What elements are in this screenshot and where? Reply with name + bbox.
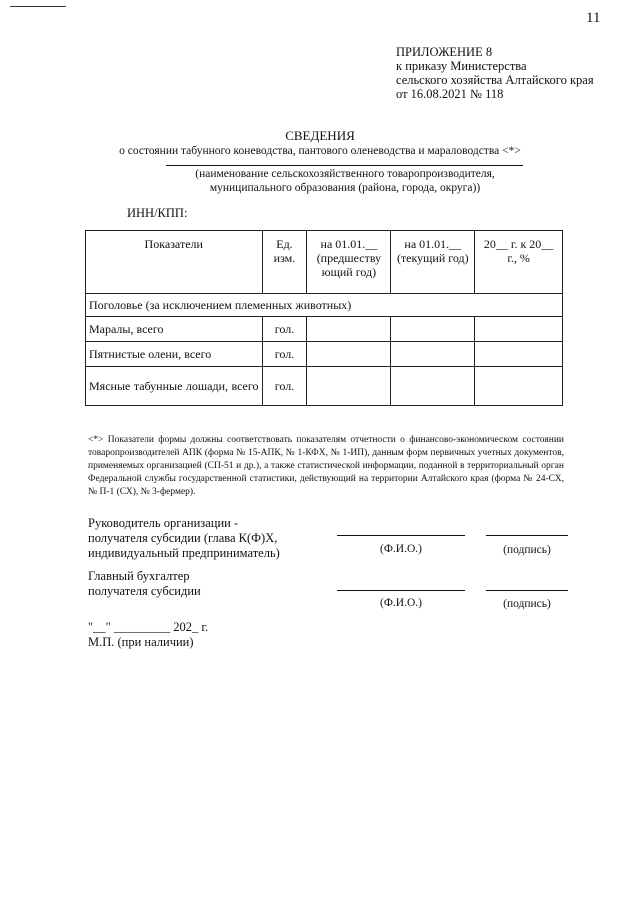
accountant-fio-field[interactable] <box>337 590 465 591</box>
producer-name-field[interactable] <box>166 165 523 166</box>
cell-ratio[interactable] <box>475 367 563 406</box>
cell-previous-year[interactable] <box>307 342 391 367</box>
cell-previous-year[interactable] <box>307 367 391 406</box>
accountant-label-line1: Главный бухгалтер <box>88 569 190 583</box>
cell-current-year[interactable] <box>391 367 475 406</box>
group-title: Поголовье (за исключением племенных животных) <box>86 294 563 317</box>
stamp-note: М.П. (при наличии) <box>88 635 194 649</box>
appendix-ministry: сельского хозяйства Алтайского края <box>396 73 594 87</box>
head-label-line3: индивидуальный предприниматель) <box>88 546 280 560</box>
table-row <box>86 342 563 367</box>
table-group-row <box>86 294 563 317</box>
cell-current-year[interactable] <box>391 317 475 342</box>
head-fio-caption: (Ф.И.О.) <box>380 543 422 555</box>
footnote: <*> Показатели формы должны соответствовать показателям отчетности о финансово-экономическом состоянии товаропроизводителей АПК (форма № 15-АПК, № 1-КФХ, № 1-ИП), данным форм первичных учетных документов, применяемых организацией (СП-51 и др.), а также статистической информации, поданной в территориальный орган Федеральной службы государственной статистики, действующий на территории Алтайского края (форма № 24-СХ, № П-1 (СХ), № 3-фермер). <box>88 435 564 497</box>
accountant-signature-label <box>88 569 201 599</box>
document-subtitle: о состоянии табунного коневодства, пантового оленеводства и мараловодства <*> <box>119 145 521 157</box>
producer-name-hint-line1: (наименование сельскохозяйственного товаропроизводителя, <box>195 168 495 180</box>
appendix-order-date: от 16.08.2021 № 118 <box>396 87 504 101</box>
producer-name-hint <box>160 167 530 195</box>
table-header-row <box>86 231 563 294</box>
cell-ratio[interactable] <box>475 342 563 367</box>
head-label-line1: Руководитель организации - <box>88 516 239 530</box>
producer-name-hint-line2: муниципального образования (района, города, округа)) <box>209 182 481 194</box>
row-indicator: Маралы, всего <box>86 317 263 342</box>
head-fio-field[interactable] <box>337 535 465 536</box>
accountant-fio-caption: (Ф.И.О.) <box>380 597 422 609</box>
head-signature-caption: (подпись) <box>503 544 551 556</box>
row-unit: гол. <box>262 367 307 406</box>
header-ratio: 20__ г. к 20__ г., % <box>475 231 563 294</box>
page-number: 11 <box>586 10 601 26</box>
header-current-year: на 01.01.__ (текущий год) <box>391 231 475 294</box>
cell-ratio[interactable] <box>475 317 563 342</box>
accountant-signature-field[interactable] <box>486 590 568 591</box>
row-unit: гол. <box>262 317 307 342</box>
top-margin-rule <box>10 6 66 7</box>
cell-previous-year[interactable] <box>307 317 391 342</box>
header-previous-year: на 01.01.__ (предшеству ющий год) <box>307 231 391 294</box>
appendix-number: ПРИЛОЖЕНИЕ 8 <box>396 45 493 59</box>
table-row <box>86 367 563 406</box>
appendix-order-ref: к приказу Министерства <box>396 59 527 73</box>
accountant-signature-caption: (подпись) <box>503 598 551 610</box>
document-title: СВЕДЕНИЯ <box>285 128 355 143</box>
row-indicator: Мясные табунные лошади, всего <box>86 367 263 406</box>
head-signature-field[interactable] <box>486 535 568 536</box>
inn-kpp-label: ИНН/КПП: <box>127 206 188 220</box>
head-label-line2: получателя субсидии (глава К(Ф)Х, <box>88 531 278 545</box>
cell-current-year[interactable] <box>391 342 475 367</box>
header-indicator: Показатели <box>86 231 263 294</box>
table-row <box>86 317 563 342</box>
livestock-table <box>85 230 563 406</box>
row-unit: гол. <box>262 342 307 367</box>
accountant-label-line2: получателя субсидии <box>88 584 201 598</box>
header-unit: Ед. изм. <box>262 231 307 294</box>
head-signature-label <box>88 516 280 561</box>
date-field[interactable]: "__" _________ 202_ г. <box>88 620 209 634</box>
row-indicator: Пятнистые олени, всего <box>86 342 263 367</box>
appendix-header <box>396 45 594 101</box>
